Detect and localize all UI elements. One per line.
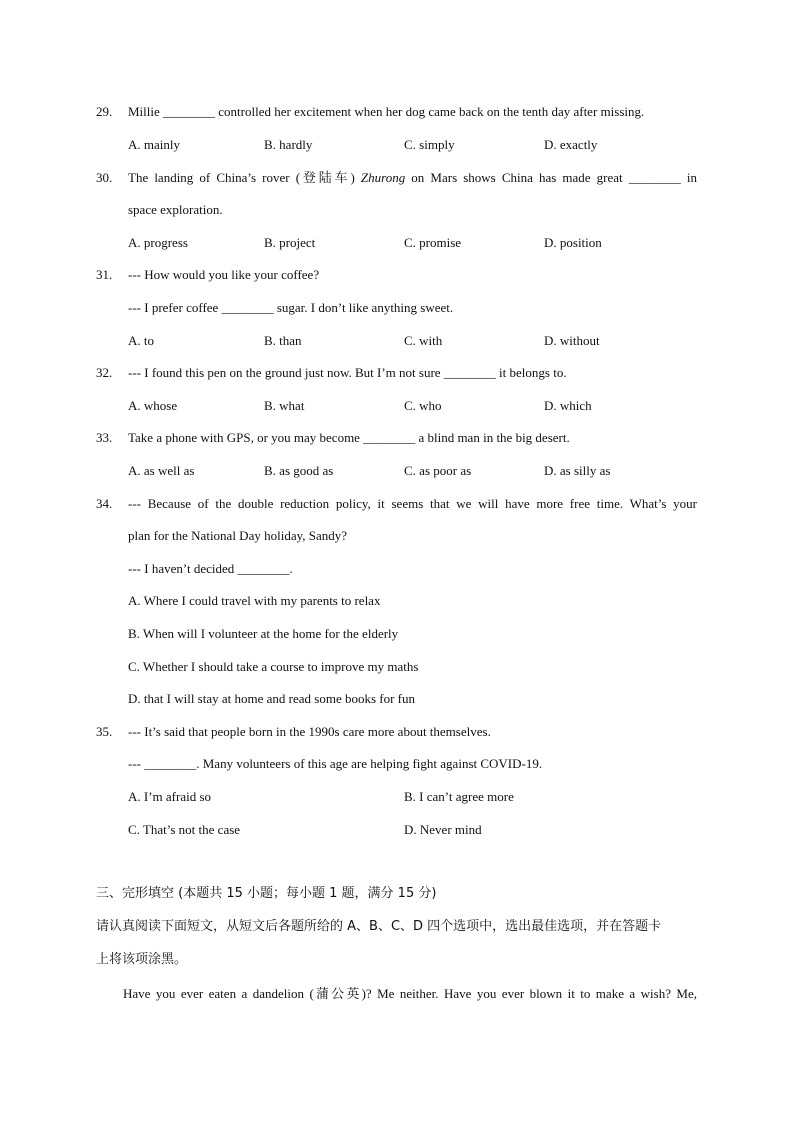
option-c: C. who — [404, 398, 442, 413]
dialogue-line: plan for the National Day holiday, Sandy? — [128, 528, 348, 543]
option-a: A. progress — [128, 235, 188, 250]
stem-text-a: The landing of China’s rover (登陆车) — [128, 170, 361, 185]
section-instruction: 请认真阅读下面短文，从短文后各题所给的 A、B、C、D 四个选项中，选出最佳选项，并在答题卡 — [96, 919, 662, 934]
option-c: C. simply — [404, 137, 455, 152]
option-b: B. than — [264, 333, 302, 348]
question-number: 31. — [96, 267, 113, 282]
question-stem-continued: space exploration. — [128, 202, 223, 217]
option-b: B. hardly — [264, 137, 313, 152]
question-number: 33. — [96, 430, 113, 445]
passage-first-line: Have you ever eaten a dandelion (蒲公英)? Me neither. Have you ever blown it to make a wish? Me, — [123, 986, 697, 1001]
option-d: D. which — [544, 398, 592, 413]
option-c: C. as poor as — [404, 463, 472, 478]
question-stem: Millie ________ controlled her excitement when her dog came back on the tenth day after missing. — [128, 104, 645, 119]
question-number: 34. — [96, 496, 113, 511]
question-number: 32. — [96, 365, 113, 380]
option-d: D. that I will stay at home and read some books for fun — [128, 691, 416, 706]
option-c: C. promise — [404, 235, 462, 250]
dialogue-line: --- ________. Many volunteers of this age are helping fight against COVID-19. — [128, 756, 543, 771]
question-stem: --- I found this pen on the ground just now. But I’m not sure ________ it belongs to. — [128, 365, 567, 380]
option-d: D. position — [544, 235, 602, 250]
question-number: 35. — [96, 724, 113, 739]
option-b: B. project — [264, 235, 316, 250]
dialogue-line: --- How would you like your coffee? — [128, 267, 320, 282]
question-number: 29. — [96, 104, 113, 119]
dialogue-line: --- Because of the double reduction policy, it seems that we will have more free time. What’s your — [128, 496, 697, 511]
section-instruction-continued: 上将该项涂黑。 — [96, 952, 188, 967]
option-a: A. I’m afraid so — [128, 789, 212, 804]
option-b: B. what — [264, 398, 305, 413]
option-a: A. mainly — [128, 137, 180, 152]
question-number: 30. — [96, 170, 113, 185]
question-stem: Take a phone with GPS, or you may become ________ a blind man in the big desert. — [128, 430, 570, 445]
option-c: C. with — [404, 333, 443, 348]
option-b: B. as good as — [264, 463, 334, 478]
rover-name: Zhurong — [360, 170, 406, 185]
option-a: A. whose — [128, 398, 178, 413]
option-a: A. Where I could travel with my parents to relax — [128, 593, 381, 608]
dialogue-line: --- I haven’t decided ________. — [128, 561, 293, 576]
option-b: B. I can’t agree more — [404, 789, 514, 804]
option-a: A. to — [128, 333, 154, 348]
option-c: C. Whether I should take a course to improve my maths — [128, 659, 419, 674]
option-d: D. without — [544, 333, 600, 348]
dialogue-line: --- I prefer coffee ________ sugar. I don’t like anything sweet. — [128, 300, 454, 315]
section-heading: 三、完形填空 (本题共 15 小题；每小题 1 题，满分 15 分) — [96, 886, 437, 901]
option-a: A. as well as — [128, 463, 195, 478]
option-b: B. When will I volunteer at the home for the elderly — [128, 626, 399, 641]
option-c: C. That’s not the case — [128, 822, 241, 837]
stem-text-b: on Mars shows China has made great ________ in — [405, 170, 697, 185]
option-d: D. exactly — [544, 137, 598, 152]
question-stem — [128, 170, 697, 186]
option-d: D. Never mind — [404, 822, 482, 837]
dialogue-line: --- It’s said that people born in the 1990s care more about themselves. — [128, 724, 491, 739]
option-d: D. as silly as — [544, 463, 611, 478]
